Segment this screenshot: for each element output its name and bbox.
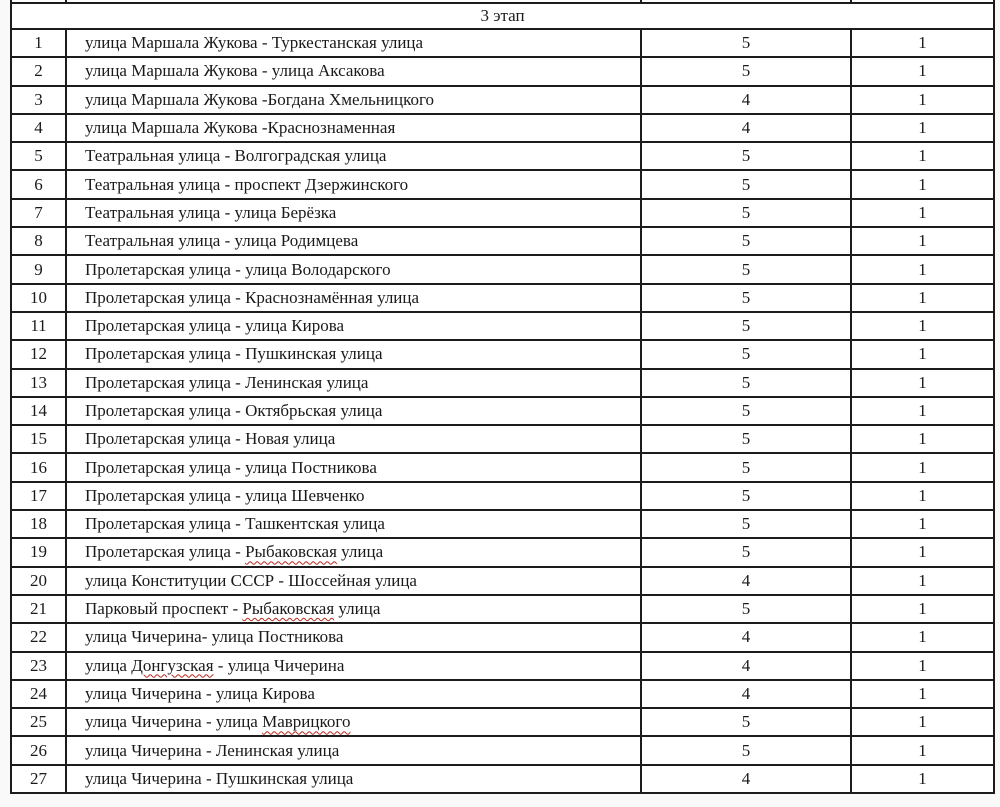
table-row [11, 114, 994, 142]
misspelled-word: Рыбаковская [245, 542, 337, 562]
table-row [11, 623, 994, 651]
table-row [11, 510, 994, 538]
intersection-cell: улица Чичерина - Пушкинская улица [66, 765, 641, 793]
row-number-cell: 21 [11, 595, 66, 623]
intersection-cell: Пролетарская улица - улица Володарского [66, 255, 641, 283]
score-cell: 5 [641, 510, 851, 538]
score-cell: 4 [641, 765, 851, 793]
intersection-cell: Театральная улица - улица Родимцева [66, 227, 641, 255]
table-row [11, 57, 994, 85]
table-row [11, 312, 994, 340]
row-number-cell: 14 [11, 397, 66, 425]
score-cell: 5 [641, 708, 851, 736]
count-cell: 1 [851, 57, 994, 85]
count-cell: 1 [851, 538, 994, 566]
row-number-cell: 1 [11, 29, 66, 57]
table-row [11, 227, 994, 255]
intersection-cell: Театральная улица - Волгоградская улица [66, 142, 641, 170]
score-cell: 5 [641, 284, 851, 312]
row-number-cell: 22 [11, 623, 66, 651]
row-number-cell: 8 [11, 227, 66, 255]
row-number-cell: 5 [11, 142, 66, 170]
score-cell: 5 [641, 482, 851, 510]
row-number-cell: 4 [11, 114, 66, 142]
row-number-cell: 17 [11, 482, 66, 510]
row-number-cell: 13 [11, 369, 66, 397]
table-row [11, 397, 994, 425]
count-cell: 1 [851, 510, 994, 538]
intersection-cell: Театральная улица - проспект Дзержинского [66, 170, 641, 198]
score-cell: 5 [641, 397, 851, 425]
count-cell: 1 [851, 29, 994, 57]
row-number-cell: 19 [11, 538, 66, 566]
count-cell: 1 [851, 86, 994, 114]
count-cell: 1 [851, 142, 994, 170]
intersection-cell: Пролетарская улица - Ленинская улица [66, 369, 641, 397]
row-number-cell: 6 [11, 170, 66, 198]
row-number-cell: 7 [11, 199, 66, 227]
intersection-cell: Пролетарская улица - Пушкинская улица [66, 340, 641, 368]
table-row [11, 708, 994, 736]
intersection-cell: улица Маршала Жукова -Богдана Хмельницкого [66, 86, 641, 114]
stage-header-row [11, 3, 994, 29]
count-cell: 1 [851, 397, 994, 425]
count-cell: 1 [851, 623, 994, 651]
row-number-cell: 24 [11, 680, 66, 708]
count-cell: 1 [851, 567, 994, 595]
row-number-cell: 20 [11, 567, 66, 595]
score-cell: 5 [641, 29, 851, 57]
count-cell: 1 [851, 708, 994, 736]
score-cell: 5 [641, 595, 851, 623]
intersection-cell: Пролетарская улица - Краснознамённая улица [66, 284, 641, 312]
table-row [11, 567, 994, 595]
row-number-cell: 3 [11, 86, 66, 114]
count-cell: 1 [851, 312, 994, 340]
misspelled-word: Маврицкого [262, 712, 351, 732]
score-cell: 5 [641, 199, 851, 227]
score-cell: 5 [641, 538, 851, 566]
count-cell: 1 [851, 765, 994, 793]
intersection-cell: Театральная улица - улица Берёзка [66, 199, 641, 227]
count-cell: 1 [851, 482, 994, 510]
intersection-cell: Пролетарская улица - улица Постникова [66, 453, 641, 481]
count-cell: 1 [851, 114, 994, 142]
row-number-cell: 26 [11, 736, 66, 764]
table-row [11, 680, 994, 708]
row-number-cell: 16 [11, 453, 66, 481]
table-row [11, 538, 994, 566]
intersection-cell: Пролетарская улица - улица Шевченко [66, 482, 641, 510]
table-row [11, 482, 994, 510]
score-cell: 5 [641, 255, 851, 283]
table-row [11, 284, 994, 312]
table-row [11, 652, 994, 680]
intersection-cell: Пролетарская улица - Новая улица [66, 425, 641, 453]
intersection-cell: улица Чичерина- улица Постникова [66, 623, 641, 651]
row-number-cell: 12 [11, 340, 66, 368]
row-number-cell: 27 [11, 765, 66, 793]
misspelled-word: Рыбаковская [242, 599, 335, 619]
table-row [11, 736, 994, 764]
intersection-cell: улица Донгузская - улица Чичерина [66, 652, 641, 680]
row-number-cell: 11 [11, 312, 66, 340]
score-cell: 4 [641, 652, 851, 680]
intersection-cell: Пролетарская улица - Ташкентская улица [66, 510, 641, 538]
table-row [11, 369, 994, 397]
intersection-cell: улица Чичерина - улица Кирова [66, 680, 641, 708]
row-number-cell: 10 [11, 284, 66, 312]
intersection-cell: Пролетарская улица - Октябрьская улица [66, 397, 641, 425]
row-number-cell: 23 [11, 652, 66, 680]
misspelled-word: Донгузская [131, 655, 214, 675]
score-cell: 4 [641, 86, 851, 114]
intersection-cell: улица Конституции СССР - Шоссейная улица [66, 567, 641, 595]
table-row [11, 595, 994, 623]
count-cell: 1 [851, 340, 994, 368]
count-cell: 1 [851, 453, 994, 481]
count-cell: 1 [851, 369, 994, 397]
table-row [11, 199, 994, 227]
score-cell: 4 [641, 680, 851, 708]
score-cell: 5 [641, 170, 851, 198]
score-cell: 5 [641, 227, 851, 255]
count-cell: 1 [851, 284, 994, 312]
stage-3-table-body [11, 0, 994, 793]
intersection-cell: улица Маршала Жукова -Краснознаменная [66, 114, 641, 142]
count-cell: 1 [851, 199, 994, 227]
table-row [11, 86, 994, 114]
intersection-cell: Парковый проспект - Рыбаковская улица [66, 595, 641, 623]
intersection-cell: Пролетарская улица - улица Кирова [66, 312, 641, 340]
count-cell: 1 [851, 227, 994, 255]
row-number-cell: 9 [11, 255, 66, 283]
score-cell: 5 [641, 340, 851, 368]
score-cell: 5 [641, 312, 851, 340]
table-row [11, 340, 994, 368]
score-cell: 5 [641, 736, 851, 764]
score-cell: 5 [641, 369, 851, 397]
count-cell: 1 [851, 736, 994, 764]
row-number-cell: 15 [11, 425, 66, 453]
intersection-cell: улица Маршала Жукова - Туркестанская улица [66, 29, 641, 57]
score-cell: 5 [641, 142, 851, 170]
score-cell: 4 [641, 114, 851, 142]
count-cell: 1 [851, 170, 994, 198]
intersection-cell: улица Чичерина - улица Маврицкого [66, 708, 641, 736]
table-row [11, 170, 994, 198]
count-cell: 1 [851, 595, 994, 623]
row-number-cell: 2 [11, 57, 66, 85]
table-row [11, 255, 994, 283]
intersection-cell: Пролетарская улица - Рыбаковская улица [66, 538, 641, 566]
table-row [11, 142, 994, 170]
score-cell: 4 [641, 567, 851, 595]
count-cell: 1 [851, 652, 994, 680]
score-cell: 5 [641, 425, 851, 453]
stage-header: 3 этап [11, 3, 994, 29]
score-cell: 5 [641, 453, 851, 481]
count-cell: 1 [851, 255, 994, 283]
table-row [11, 29, 994, 57]
stage-3-table [10, 0, 995, 794]
count-cell: 1 [851, 680, 994, 708]
intersection-cell: улица Чичерина - Ленинская улица [66, 736, 641, 764]
count-cell: 1 [851, 425, 994, 453]
intersection-cell: улица Маршала Жукова - улица Аксакова [66, 57, 641, 85]
table-row [11, 453, 994, 481]
score-cell: 4 [641, 623, 851, 651]
table-row [11, 425, 994, 453]
score-cell: 5 [641, 57, 851, 85]
row-number-cell: 18 [11, 510, 66, 538]
table-row [11, 765, 994, 793]
row-number-cell: 25 [11, 708, 66, 736]
